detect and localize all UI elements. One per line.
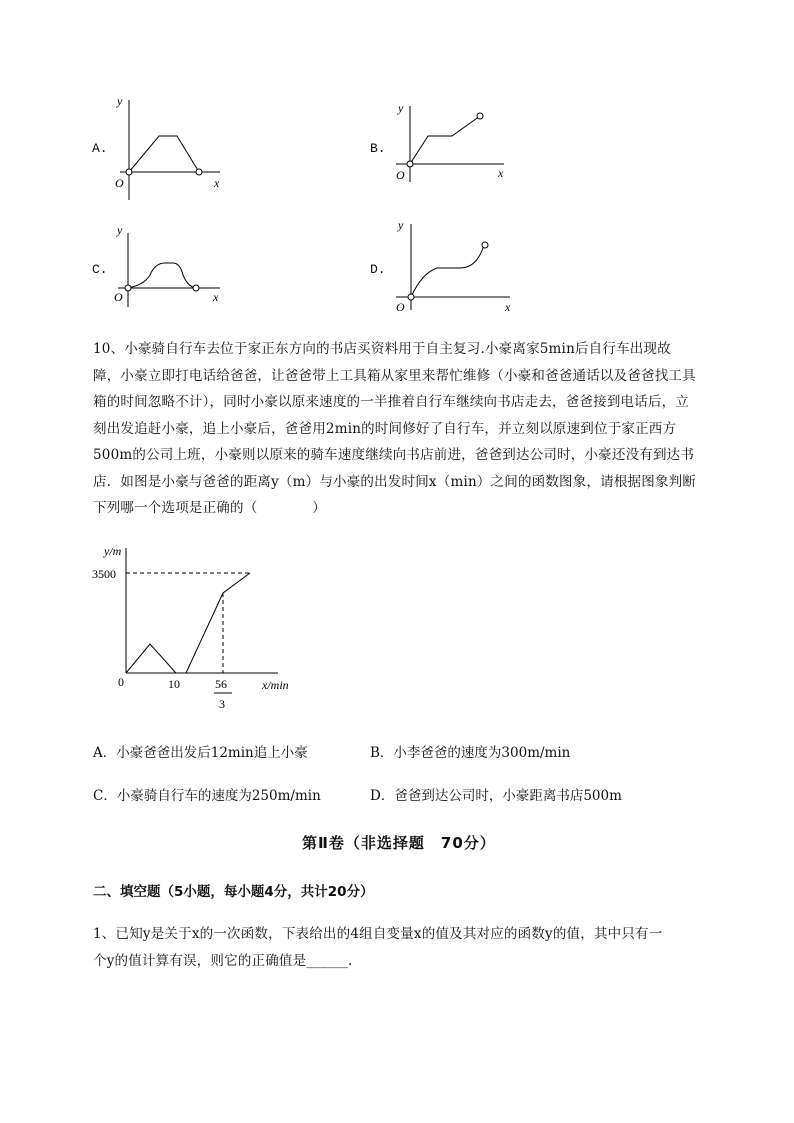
q10-y-tick-3500: 3500 (92, 567, 116, 581)
option-d-x-axis-label: x (505, 300, 511, 314)
question-10-text (93, 336, 753, 522)
q10-x-tick-10: 10 (168, 677, 180, 691)
fill-in-question-1 (93, 921, 753, 974)
option-c-graph (110, 225, 230, 310)
question-10-graph (92, 540, 320, 720)
q10-x-tick-denominator: 3 (219, 697, 225, 711)
question-10-line: 箱的时间忽略不计），同时小豪以原来速度的一半推着自行车继续向书店走去，爸爸接到电话后，立 (93, 394, 690, 410)
option-a-x-axis-label: x (214, 176, 220, 190)
fill-in-question-1-line: 1、已知y是关于x的一次函数，下表给出的4组自变量x的值及其对应的函数y的值，其中只有一 (93, 926, 663, 942)
option-d-origin: O (396, 300, 405, 314)
option-c-y-axis-label: y (117, 223, 123, 237)
option-b-graph (392, 101, 512, 184)
option-d-label: D. (370, 262, 386, 277)
option-c-origin: O (114, 290, 123, 304)
fill-in-question-1-line: 个y的值计算有误，则它的正确值是______. (93, 952, 353, 969)
option-b-origin: O (396, 168, 405, 182)
question-10-line: 500m的公司上班，小豪则以原来的骑车速度继续向书店前进，爸爸到达公司时，小豪还没有到达书 (93, 447, 695, 463)
option-d-graph (392, 218, 517, 313)
q10-origin: 0 (118, 675, 124, 689)
part-2-title: 第Ⅱ卷（非选择题 70分） (302, 834, 496, 852)
option-b-label: B. (370, 141, 386, 156)
section-fill-in-title: 二、填空题（5小题，每小题4分，共计20分） (93, 884, 374, 900)
q10-y-axis-label: y/m (104, 544, 122, 558)
option-a-y-axis-label: y (117, 94, 123, 108)
choice-d: D．爸爸到达公司时，小豪距离书店500m (370, 788, 622, 804)
q10-x-axis-label: x/min (262, 678, 289, 692)
option-b-y-axis-label: y (398, 101, 404, 115)
question-10-line: 障，小豪立即打电话给爸爸，让爸爸带上工具箱从家里来帮忙维修（小豪和爸爸通话以及爸爸找工具 (93, 367, 696, 384)
option-a-label: A. (92, 141, 108, 156)
option-a-origin: O (115, 176, 124, 190)
question-10-line: 店．如图是小豪与爸爸的距离y（m）与小豪的出发时间x（min）之间的函数图象，请根据图象判断 (93, 473, 697, 490)
option-a-graph (110, 92, 230, 202)
option-b-x-axis-label: x (498, 166, 504, 180)
choice-a: A．小豪爸爸出发后12min追上小豪 (93, 745, 308, 761)
option-d-y-axis-label: y (398, 218, 404, 232)
question-10-line: 下列哪一个选项是正确的（ ） (93, 500, 326, 516)
question-10-line: 10、小豪骑自行车去位于家正东方向的书店买资料用于自主复习.小豪离家5min后自行车出现故 (93, 341, 671, 357)
option-c-x-axis-label: x (213, 290, 219, 304)
choice-c: C．小豪骑自行车的速度为250m/min (93, 788, 321, 804)
question-10-line: 刻出发追赶小豪，追上小豪后，爸爸用2min的时间修好了自行车，并立刻以原速到位于家正西方 (93, 420, 677, 437)
option-c-label: C. (92, 262, 108, 277)
q10-x-tick-numerator: 56 (215, 677, 227, 691)
choice-b: B．小李爸爸的速度为300m/min (370, 745, 571, 761)
